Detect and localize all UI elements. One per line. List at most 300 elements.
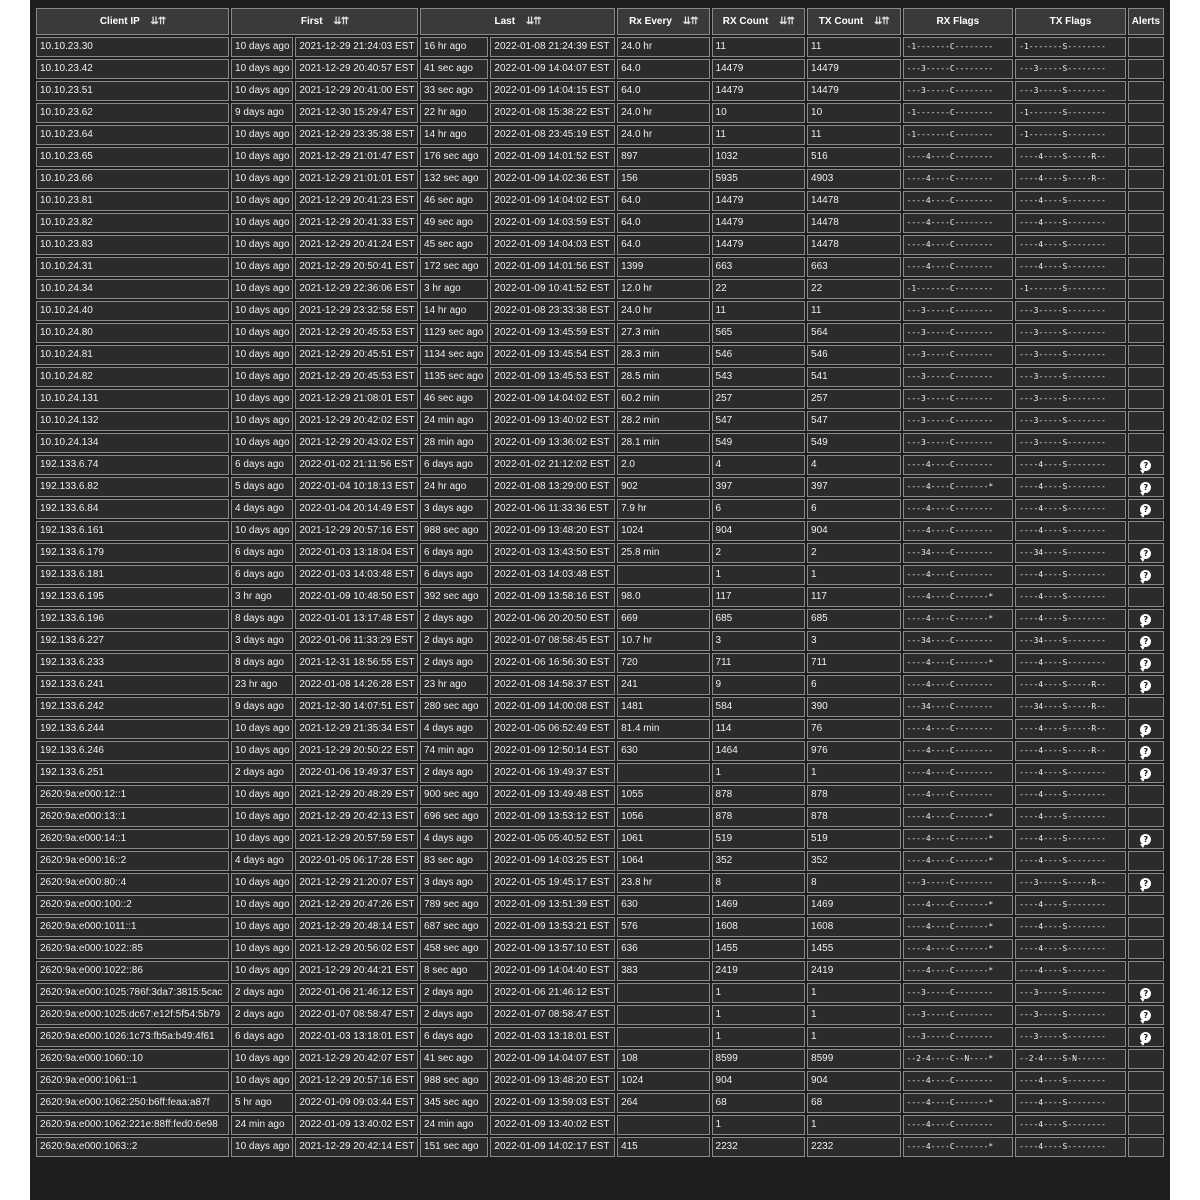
alerts-cell bbox=[1128, 169, 1164, 189]
rx-every-cell: 24.0 hr bbox=[617, 103, 709, 123]
last-timestamp-cell: 2022-01-09 14:02:36 EST bbox=[490, 169, 615, 189]
last-ago-cell: 2 days ago bbox=[420, 609, 488, 629]
col-header-last[interactable] bbox=[420, 8, 615, 35]
alerts-cell bbox=[1128, 543, 1164, 563]
col-header-client-ip[interactable] bbox=[36, 8, 229, 35]
alert-bubble-icon[interactable]: ? bbox=[1140, 658, 1151, 669]
rx-count-cell: 1608 bbox=[712, 917, 806, 937]
first-timestamp-cell: 2021-12-29 20:57:59 EST bbox=[295, 829, 418, 849]
rx-flags-cell: ----4----C-------- bbox=[903, 213, 1014, 233]
sort-asc-icon[interactable]: ⇊ bbox=[779, 16, 787, 27]
rx-count-cell: 5935 bbox=[712, 169, 806, 189]
last-ago-cell: 45 sec ago bbox=[420, 235, 488, 255]
first-ago-cell: 10 days ago bbox=[231, 741, 293, 761]
alerts-cell bbox=[1128, 895, 1164, 915]
rx-every-cell: 98.0 bbox=[617, 587, 709, 607]
tx-count-cell: 14478 bbox=[807, 191, 901, 211]
table-row bbox=[36, 939, 1164, 959]
rx-count-cell: 543 bbox=[712, 367, 806, 387]
alerts-cell bbox=[1128, 1049, 1164, 1069]
first-ago-cell: 10 days ago bbox=[231, 1137, 293, 1157]
col-header-rx-flags: RX Flags bbox=[903, 8, 1014, 35]
client-ip-cell: 2620:9a:e000:1060::10 bbox=[36, 1049, 229, 1069]
tx-flags-cell: ----4----S-----R-- bbox=[1015, 169, 1126, 189]
alerts-cell bbox=[1128, 609, 1164, 629]
first-ago-cell: 5 days ago bbox=[231, 477, 293, 497]
tx-count-cell: 11 bbox=[807, 125, 901, 145]
last-ago-cell: 6 days ago bbox=[420, 455, 488, 475]
first-timestamp-cell: 2021-12-30 14:07:51 EST bbox=[295, 697, 418, 717]
rx-every-cell: 720 bbox=[617, 653, 709, 673]
alert-bubble-icon[interactable]: ? bbox=[1140, 614, 1151, 625]
alerts-cell bbox=[1128, 301, 1164, 321]
client-ip-cell: 2620:9a:e000:1022::85 bbox=[36, 939, 229, 959]
table-row bbox=[36, 279, 1164, 299]
tx-flags-cell: ---3-----S-------- bbox=[1015, 983, 1126, 1003]
rx-count-cell: 2419 bbox=[712, 961, 806, 981]
last-timestamp-cell: 2022-01-09 14:04:15 EST bbox=[490, 81, 615, 101]
first-timestamp-cell: 2021-12-29 20:47:26 EST bbox=[295, 895, 418, 915]
first-timestamp-cell: 2021-12-29 21:01:47 EST bbox=[295, 147, 418, 167]
alert-bubble-icon[interactable]: ? bbox=[1140, 724, 1151, 735]
alerts-cell bbox=[1128, 1115, 1164, 1135]
alert-bubble-icon[interactable]: ? bbox=[1140, 834, 1151, 845]
rx-every-cell: 1064 bbox=[617, 851, 709, 871]
client-ip-cell: 192.133.6.181 bbox=[36, 565, 229, 585]
first-timestamp-cell: 2021-12-29 20:57:16 EST bbox=[295, 1071, 418, 1091]
sort-asc-icon[interactable]: ⇊ bbox=[333, 16, 341, 27]
table-row bbox=[36, 389, 1164, 409]
client-ip-cell: 10.10.23.62 bbox=[36, 103, 229, 123]
rx-every-cell: 24.0 hr bbox=[617, 37, 709, 57]
alert-bubble-icon[interactable]: ? bbox=[1140, 768, 1151, 779]
first-timestamp-cell: 2021-12-29 23:35:38 EST bbox=[295, 125, 418, 145]
tx-flags-cell: ---3-----S-------- bbox=[1015, 59, 1126, 79]
last-timestamp-cell: 2022-01-09 13:48:20 EST bbox=[490, 1071, 615, 1091]
tx-flags-cell: ----4----S-------- bbox=[1015, 807, 1126, 827]
rx-every-cell: 241 bbox=[617, 675, 709, 695]
first-timestamp-cell: 2021-12-29 20:42:13 EST bbox=[295, 807, 418, 827]
alerts-cell bbox=[1128, 653, 1164, 673]
last-timestamp-cell: 2022-01-08 23:45:19 EST bbox=[490, 125, 615, 145]
tx-flags-cell: ----4----S-------- bbox=[1015, 609, 1126, 629]
sort-asc-icon[interactable]: ⇊ bbox=[150, 16, 158, 27]
client-ip-cell: 10.10.23.64 bbox=[36, 125, 229, 145]
alerts-cell bbox=[1128, 697, 1164, 717]
first-ago-cell: 10 days ago bbox=[231, 125, 293, 145]
tx-count-cell: 541 bbox=[807, 367, 901, 387]
alert-bubble-icon[interactable]: ? bbox=[1140, 482, 1151, 493]
rx-every-cell bbox=[617, 763, 709, 783]
rx-every-cell: 897 bbox=[617, 147, 709, 167]
rx-count-cell: 3 bbox=[712, 631, 806, 651]
last-ago-cell: 3 days ago bbox=[420, 499, 488, 519]
col-header-rx-every[interactable] bbox=[617, 8, 709, 35]
first-ago-cell: 10 days ago bbox=[231, 1071, 293, 1091]
rx-every-cell: 12.0 hr bbox=[617, 279, 709, 299]
rx-count-cell: 519 bbox=[712, 829, 806, 849]
alerts-cell bbox=[1128, 939, 1164, 959]
rx-flags-cell: ---34----C-------- bbox=[903, 697, 1014, 717]
last-ago-cell: 4 days ago bbox=[420, 719, 488, 739]
rx-count-cell: 352 bbox=[712, 851, 806, 871]
rx-flags-cell: ----4----C-------- bbox=[903, 499, 1014, 519]
clients-table bbox=[34, 6, 1166, 1159]
col-label-client-ip: Client IP bbox=[99, 16, 140, 27]
last-ago-cell: 6 days ago bbox=[420, 1027, 488, 1047]
col-header-tx-count[interactable] bbox=[807, 8, 901, 35]
rx-flags-cell: ---3-----C-------- bbox=[903, 389, 1014, 409]
first-ago-cell: 6 days ago bbox=[231, 543, 293, 563]
table-row bbox=[36, 433, 1164, 453]
last-timestamp-cell: 2022-01-09 14:01:56 EST bbox=[490, 257, 615, 277]
client-ip-cell: 10.10.24.40 bbox=[36, 301, 229, 321]
rx-flags-cell: ----4----C-------* bbox=[903, 1137, 1014, 1157]
rx-count-cell: 8 bbox=[712, 873, 806, 893]
last-ago-cell: 988 sec ago bbox=[420, 1071, 488, 1091]
first-ago-cell: 10 days ago bbox=[231, 1049, 293, 1069]
last-timestamp-cell: 2022-01-09 14:04:02 EST bbox=[490, 191, 615, 211]
header-row bbox=[36, 8, 1164, 35]
last-timestamp-cell: 2022-01-09 14:02:17 EST bbox=[490, 1137, 615, 1157]
last-ago-cell: 988 sec ago bbox=[420, 521, 488, 541]
alerts-cell bbox=[1128, 719, 1164, 739]
tx-flags-cell: ----4----S-------- bbox=[1015, 961, 1126, 981]
table-row bbox=[36, 367, 1164, 387]
col-header-rx-count[interactable] bbox=[712, 8, 806, 35]
tx-count-cell: 878 bbox=[807, 807, 901, 827]
last-timestamp-cell: 2022-01-05 05:40:52 EST bbox=[490, 829, 615, 849]
tx-count-cell: 8 bbox=[807, 873, 901, 893]
first-ago-cell: 10 days ago bbox=[231, 895, 293, 915]
tx-count-cell: 1 bbox=[807, 565, 901, 585]
alert-bubble-icon[interactable]: ? bbox=[1140, 460, 1151, 471]
tx-count-cell: 2419 bbox=[807, 961, 901, 981]
rx-count-cell: 1 bbox=[712, 565, 806, 585]
first-timestamp-cell: 2021-12-29 20:50:41 EST bbox=[295, 257, 418, 277]
tx-count-cell: 1 bbox=[807, 1027, 901, 1047]
table-row bbox=[36, 59, 1164, 79]
tx-count-cell: 76 bbox=[807, 719, 901, 739]
alerts-cell bbox=[1128, 807, 1164, 827]
sort-controls bbox=[779, 16, 794, 27]
alerts-cell bbox=[1128, 389, 1164, 409]
client-ip-cell: 10.10.24.131 bbox=[36, 389, 229, 409]
alert-bubble-icon[interactable]: ? bbox=[1140, 988, 1151, 999]
table-row bbox=[36, 125, 1164, 145]
rx-every-cell: 415 bbox=[617, 1137, 709, 1157]
tx-flags-cell: ----4----S-------- bbox=[1015, 1137, 1126, 1157]
table-row bbox=[36, 257, 1164, 277]
last-timestamp-cell: 2022-01-09 13:40:02 EST bbox=[490, 1115, 615, 1135]
col-header-tx-flags: TX Flags bbox=[1015, 8, 1126, 35]
col-label-tx-count: TX Count bbox=[818, 16, 864, 27]
table-row bbox=[36, 873, 1164, 893]
first-timestamp-cell: 2022-01-09 13:40:02 EST bbox=[295, 1115, 418, 1135]
rx-every-cell: 2.0 bbox=[617, 455, 709, 475]
alerts-cell bbox=[1128, 1093, 1164, 1113]
last-timestamp-cell: 2022-01-09 14:04:07 EST bbox=[490, 1049, 615, 1069]
last-ago-cell: 3 days ago bbox=[420, 873, 488, 893]
table-row bbox=[36, 587, 1164, 607]
first-ago-cell: 4 days ago bbox=[231, 851, 293, 871]
tx-count-cell: 519 bbox=[807, 829, 901, 849]
last-timestamp-cell: 2022-01-09 13:45:59 EST bbox=[490, 323, 615, 343]
first-timestamp-cell: 2022-01-06 19:49:37 EST bbox=[295, 763, 418, 783]
tx-count-cell: 1 bbox=[807, 983, 901, 1003]
first-ago-cell: 10 days ago bbox=[231, 367, 293, 387]
sort-controls bbox=[683, 16, 698, 27]
first-timestamp-cell: 2021-12-29 20:40:57 EST bbox=[295, 59, 418, 79]
sort-desc-icon[interactable]: ⇈ bbox=[340, 16, 349, 27]
first-ago-cell: 10 days ago bbox=[231, 433, 293, 453]
first-ago-cell: 10 days ago bbox=[231, 169, 293, 189]
tx-flags-cell: ----4----S-----R-- bbox=[1015, 675, 1126, 695]
rx-count-cell: 1464 bbox=[712, 741, 806, 761]
alert-bubble-icon[interactable]: ? bbox=[1140, 1032, 1151, 1043]
first-timestamp-cell: 2021-12-29 20:50:22 EST bbox=[295, 741, 418, 761]
last-ago-cell: 1135 sec ago bbox=[420, 367, 488, 387]
rx-count-cell: 22 bbox=[712, 279, 806, 299]
rx-every-cell: 64.0 bbox=[617, 81, 709, 101]
first-timestamp-cell: 2022-01-03 13:18:04 EST bbox=[295, 543, 418, 563]
last-ago-cell: 6 days ago bbox=[420, 565, 488, 585]
last-timestamp-cell: 2022-01-02 21:12:02 EST bbox=[490, 455, 615, 475]
rx-flags-cell: ----4----C-------- bbox=[903, 455, 1014, 475]
sort-desc-icon[interactable]: ⇈ bbox=[533, 16, 541, 27]
tx-flags-cell: ----4----S-------- bbox=[1015, 191, 1126, 211]
table-row bbox=[36, 81, 1164, 101]
alerts-cell bbox=[1128, 829, 1164, 849]
rx-flags-cell: ---3-----C-------- bbox=[903, 81, 1014, 101]
sort-desc-icon[interactable]: ⇈ bbox=[690, 16, 698, 27]
tx-flags-cell: ---3-----S-------- bbox=[1015, 301, 1126, 321]
rx-count-cell: 11 bbox=[712, 125, 806, 145]
first-ago-cell: 10 days ago bbox=[231, 961, 293, 981]
alert-bubble-icon[interactable]: ? bbox=[1140, 504, 1151, 515]
sort-desc-icon[interactable]: ⇈ bbox=[786, 16, 794, 27]
client-ip-cell: 10.10.24.81 bbox=[36, 345, 229, 365]
last-timestamp-cell: 2022-01-09 13:36:02 EST bbox=[490, 433, 615, 453]
table-row bbox=[36, 1005, 1164, 1025]
rx-every-cell: 576 bbox=[617, 917, 709, 937]
rx-count-cell: 878 bbox=[712, 785, 806, 805]
client-ip-cell: 2620:9a:e000:16::2 bbox=[36, 851, 229, 871]
client-ip-cell: 192.133.6.161 bbox=[36, 521, 229, 541]
sort-desc-icon[interactable]: ⇈ bbox=[881, 16, 889, 27]
first-timestamp-cell: 2021-12-29 20:45:53 EST bbox=[295, 367, 418, 387]
client-ip-cell: 2620:9a:e000:1026:1c73:fb5a:b49:4f61 bbox=[36, 1027, 229, 1047]
table-row bbox=[36, 543, 1164, 563]
tx-count-cell: 1469 bbox=[807, 895, 901, 915]
table-row bbox=[36, 477, 1164, 497]
alert-bubble-icon[interactable]: ? bbox=[1140, 746, 1151, 757]
first-ago-cell: 10 days ago bbox=[231, 873, 293, 893]
rx-flags-cell: ----4----C-------- bbox=[903, 191, 1014, 211]
rx-flags-cell: ---3-----C-------- bbox=[903, 1027, 1014, 1047]
table-row bbox=[36, 741, 1164, 761]
last-ago-cell: 2 days ago bbox=[420, 631, 488, 651]
first-timestamp-cell: 2022-01-09 10:48:50 EST bbox=[295, 587, 418, 607]
last-ago-cell: 132 sec ago bbox=[420, 169, 488, 189]
tx-count-cell: 904 bbox=[807, 1071, 901, 1091]
last-timestamp-cell: 2022-01-05 19:45:17 EST bbox=[490, 873, 615, 893]
alerts-cell bbox=[1128, 851, 1164, 871]
rx-flags-cell: ----4----C-------- bbox=[903, 785, 1014, 805]
tx-count-cell: 2 bbox=[807, 543, 901, 563]
sort-asc-icon[interactable]: ⇊ bbox=[874, 16, 882, 27]
rx-flags-cell: ----4----C-------* bbox=[903, 1093, 1014, 1113]
rx-every-cell bbox=[617, 983, 709, 1003]
tx-flags-cell: ----4----S-------- bbox=[1015, 1115, 1126, 1135]
rx-every-cell: 24.0 hr bbox=[617, 301, 709, 321]
rx-flags-cell: ----4----C-------- bbox=[903, 1071, 1014, 1091]
tx-count-cell: 11 bbox=[807, 301, 901, 321]
tx-count-cell: 564 bbox=[807, 323, 901, 343]
table-row bbox=[36, 499, 1164, 519]
alert-bubble-icon[interactable]: ? bbox=[1140, 878, 1151, 889]
alert-bubble-icon[interactable]: ? bbox=[1140, 570, 1151, 581]
rx-count-cell: 546 bbox=[712, 345, 806, 365]
first-ago-cell: 10 days ago bbox=[231, 37, 293, 57]
first-ago-cell: 10 days ago bbox=[231, 235, 293, 255]
alert-bubble-icon[interactable]: ? bbox=[1140, 680, 1151, 691]
last-ago-cell: 6 days ago bbox=[420, 543, 488, 563]
first-timestamp-cell: 2021-12-29 20:57:16 EST bbox=[295, 521, 418, 541]
rx-count-cell: 565 bbox=[712, 323, 806, 343]
rx-flags-cell: ----4----C-------* bbox=[903, 961, 1014, 981]
first-ago-cell: 10 days ago bbox=[231, 917, 293, 937]
alerts-cell bbox=[1128, 499, 1164, 519]
client-ip-cell: 2620:9a:e000:1011::1 bbox=[36, 917, 229, 937]
alerts-cell bbox=[1128, 81, 1164, 101]
alert-bubble-icon[interactable]: ? bbox=[1140, 636, 1151, 647]
client-ip-cell: 192.133.6.251 bbox=[36, 763, 229, 783]
table-row bbox=[36, 829, 1164, 849]
rx-every-cell: 64.0 bbox=[617, 191, 709, 211]
last-ago-cell: 41 sec ago bbox=[420, 59, 488, 79]
alerts-cell bbox=[1128, 1071, 1164, 1091]
rx-count-cell: 8599 bbox=[712, 1049, 806, 1069]
client-ip-cell: 10.10.23.65 bbox=[36, 147, 229, 167]
alerts-cell bbox=[1128, 873, 1164, 893]
tx-flags-cell: ---3-----S-----R-- bbox=[1015, 873, 1126, 893]
first-timestamp-cell: 2021-12-29 20:41:24 EST bbox=[295, 235, 418, 255]
rx-flags-cell: ---3-----C-------- bbox=[903, 983, 1014, 1003]
tx-count-cell: 6 bbox=[807, 675, 901, 695]
first-ago-cell: 9 days ago bbox=[231, 697, 293, 717]
rx-flags-cell: ----4----C-------- bbox=[903, 169, 1014, 189]
client-ip-cell: 10.10.23.30 bbox=[36, 37, 229, 57]
first-timestamp-cell: 2021-12-29 20:41:23 EST bbox=[295, 191, 418, 211]
rx-flags-cell: ----4----C-------- bbox=[903, 147, 1014, 167]
alerts-cell bbox=[1128, 521, 1164, 541]
first-ago-cell: 10 days ago bbox=[231, 785, 293, 805]
alerts-cell bbox=[1128, 235, 1164, 255]
last-ago-cell: 696 sec ago bbox=[420, 807, 488, 827]
rx-count-cell: 11 bbox=[712, 37, 806, 57]
col-header-first[interactable] bbox=[231, 8, 418, 35]
last-ago-cell: 392 sec ago bbox=[420, 587, 488, 607]
tx-flags-cell: ----4----S-----R-- bbox=[1015, 719, 1126, 739]
tx-flags-cell: ----4----S-------- bbox=[1015, 213, 1126, 233]
first-ago-cell: 10 days ago bbox=[231, 191, 293, 211]
first-ago-cell: 10 days ago bbox=[231, 323, 293, 343]
client-ip-cell: 10.10.24.80 bbox=[36, 323, 229, 343]
tx-count-cell: 2232 bbox=[807, 1137, 901, 1157]
last-ago-cell: 8 sec ago bbox=[420, 961, 488, 981]
tx-flags-cell: ----4----S-------- bbox=[1015, 917, 1126, 937]
rx-flags-cell: ---3-----C-------- bbox=[903, 433, 1014, 453]
rx-count-cell: 14479 bbox=[712, 235, 806, 255]
rx-count-cell: 878 bbox=[712, 807, 806, 827]
alert-bubble-icon[interactable]: ? bbox=[1140, 548, 1151, 559]
rx-count-cell: 547 bbox=[712, 411, 806, 431]
first-ago-cell: 10 days ago bbox=[231, 59, 293, 79]
rx-flags-cell: ---3-----C-------- bbox=[903, 323, 1014, 343]
rx-flags-cell: -1-------C-------- bbox=[903, 103, 1014, 123]
rx-every-cell: 64.0 bbox=[617, 213, 709, 233]
first-ago-cell: 10 days ago bbox=[231, 521, 293, 541]
table-row bbox=[36, 631, 1164, 651]
rx-count-cell: 68 bbox=[712, 1093, 806, 1113]
rx-flags-cell: ---3-----C-------- bbox=[903, 367, 1014, 387]
last-timestamp-cell: 2022-01-09 13:53:12 EST bbox=[490, 807, 615, 827]
sort-asc-icon[interactable]: ⇊ bbox=[682, 16, 691, 27]
tx-flags-cell: ---3-----S-------- bbox=[1015, 345, 1126, 365]
rx-count-cell: 904 bbox=[712, 521, 806, 541]
first-timestamp-cell: 2022-01-03 14:03:48 EST bbox=[295, 565, 418, 585]
table-row bbox=[36, 169, 1164, 189]
tx-count-cell: 257 bbox=[807, 389, 901, 409]
first-timestamp-cell: 2022-01-01 13:17:48 EST bbox=[295, 609, 418, 629]
first-ago-cell: 24 min ago bbox=[231, 1115, 293, 1135]
rx-count-cell: 14479 bbox=[712, 59, 806, 79]
first-ago-cell: 23 hr ago bbox=[231, 675, 293, 695]
alerts-cell bbox=[1128, 59, 1164, 79]
first-timestamp-cell: 2022-01-06 21:46:12 EST bbox=[295, 983, 418, 1003]
tx-flags-cell: ----4----S-------- bbox=[1015, 895, 1126, 915]
client-ip-cell: 2620:9a:e000:13::1 bbox=[36, 807, 229, 827]
rx-every-cell: 1055 bbox=[617, 785, 709, 805]
first-ago-cell: 10 days ago bbox=[231, 389, 293, 409]
last-ago-cell: 458 sec ago bbox=[420, 939, 488, 959]
tx-flags-cell: ----4----S-------- bbox=[1015, 1071, 1126, 1091]
first-ago-cell: 10 days ago bbox=[231, 807, 293, 827]
rx-count-cell: 10 bbox=[712, 103, 806, 123]
rx-flags-cell: ----4----C-------* bbox=[903, 895, 1014, 915]
first-ago-cell: 10 days ago bbox=[231, 345, 293, 365]
alerts-cell bbox=[1128, 147, 1164, 167]
rx-every-cell: 1024 bbox=[617, 521, 709, 541]
last-timestamp-cell: 2022-01-09 14:04:02 EST bbox=[490, 389, 615, 409]
rx-flags-cell: ----4----C-------- bbox=[903, 521, 1014, 541]
rx-every-cell bbox=[617, 1115, 709, 1135]
rx-count-cell: 9 bbox=[712, 675, 806, 695]
rx-flags-cell: ---3-----C-------- bbox=[903, 345, 1014, 365]
sort-asc-icon[interactable]: ⇊ bbox=[525, 16, 534, 27]
alert-bubble-icon[interactable]: ? bbox=[1140, 1010, 1151, 1021]
first-ago-cell: 10 days ago bbox=[231, 829, 293, 849]
tx-count-cell: 663 bbox=[807, 257, 901, 277]
first-ago-cell: 8 days ago bbox=[231, 609, 293, 629]
client-ip-cell: 2620:9a:e000:1063::2 bbox=[36, 1137, 229, 1157]
sort-desc-icon[interactable]: ⇈ bbox=[157, 16, 166, 27]
last-timestamp-cell: 2022-01-08 23:33:38 EST bbox=[490, 301, 615, 321]
sort-controls bbox=[150, 16, 165, 27]
rx-flags-cell: ----4----C-------* bbox=[903, 587, 1014, 607]
first-ago-cell: 6 days ago bbox=[231, 1027, 293, 1047]
